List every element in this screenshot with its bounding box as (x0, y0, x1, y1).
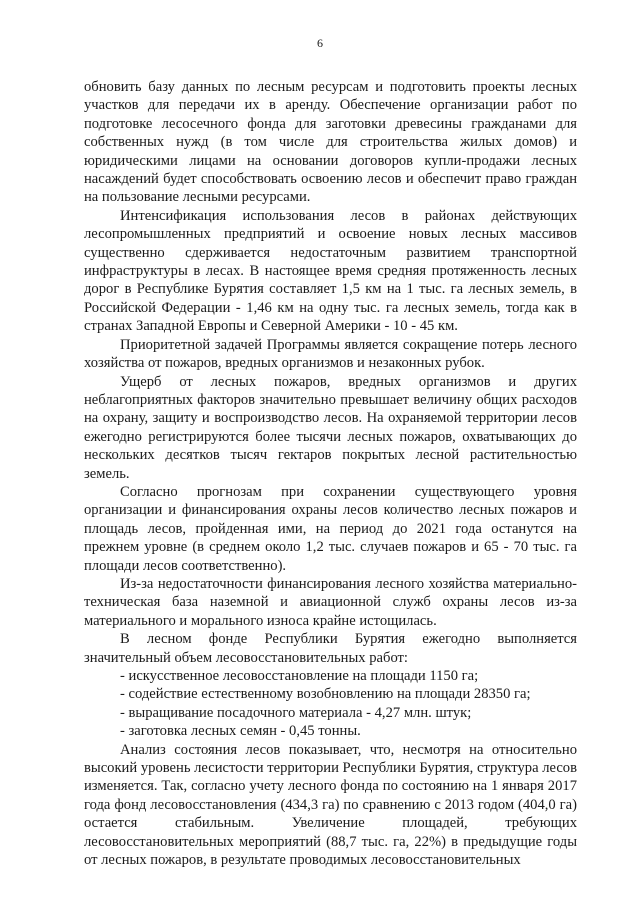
list-item: - выращивание посадочного материала - 4,27 млн. штук; (120, 704, 472, 721)
paragraph-reforestation-intro: В лесном фонде Республики Бурятия ежегодно выполняется значительный объем лесовосстановительных работ: (84, 631, 577, 666)
paragraph-forecast: Согласно прогнозам при сохранении существующего уровня организации и финансирования охраны лесов количество лесных пожаров и площадь лесов, пройденная ими, на период до 2021 года останутся на прежнем уровне (в среднем около 1,2 тыс. случаев пожаров и 65 - 70 тыс. га площади лесов соответственно). (84, 483, 577, 574)
paragraph-financing: Из-за недостаточности финансирования лесного хозяйства материально-техническая база наземной и авиационной служб охраны лесов из-за материального и морального износа крайне истощилась. (84, 575, 577, 629)
list-item: - содействие естественному возобновлению на площади 28350 га; (120, 686, 531, 703)
page-number: 6 (317, 36, 323, 50)
paragraph-transport-infrastructure: Интенсификация использования лесов в районах действующих лесопромышленных предприятий и освоение новых лесных массивов существенно сдерживается недостаточным развитием транспортной инфраструктуры в лесах. В настоящее время средняя протяженность лесных дорог в Республике Бурятия составляет 1,5 км на 1 тыс. га лесных земель, в Российской Федерации - 1,46 км на одну тыс. га лесных земель, тогда как в странах Западной Европы и Северной Америки - 10 - 45 км. (84, 207, 577, 335)
paragraph-analysis: Анализ состояния лесов показывает, что, несмотря на относительно высокий уровень лесистости территории Республики Бурятия, структура лесов изменяется. Так, согласно учету лесного фонда по состоянию на 1 января 2017 года фонд лесовосстановления (434,3 га) по сравнению с 2013 годом (404,0 га) остается стабильным. Увеличение площадей, требующих лесовосстановительных мероприятий (88,7 тыс. га, 22%) в предыдущие годы от лесных пожаров, в результате проводимых лесовосстановительных (84, 741, 577, 869)
paragraph-continuation: обновить базу данных по лесным ресурсам и подготовить проекты лесных участков для передачи их в аренду. Обеспечение организации работ по подготовке лесосечного фонда для заготовки древесины гражданами для собственных нужд (в том числе для строительства жилых домов) и юридическими лицами на основании договоров купли-продажи лесных насаждений будет способствовать освоению лесов и обеспечит право граждан на пользование лесными ресурсами. (84, 79, 577, 206)
list-item: - искусственное лесовосстановление на площади 1150 га; (120, 668, 479, 684)
paragraph-priority-task: Приоритетной задачей Программы является сокращение потерь лесного хозяйства от пожаров, вредных организмов и незаконных рубок. (84, 336, 577, 372)
list-item: - заготовка лесных семян - 0,45 тонны. (120, 723, 361, 740)
paragraph-damage: Ущерб от лесных пожаров, вредных организмов и других неблагоприятных факторов значительно превышает величину общих расходов на охрану, защиту и воспроизводство лесов. На охраняемой территории лесов ежегодно регистрируются более тысячи лесных пожаров, охватывающих до нескольких десятков тысяч гектаров покрытых лесной растительностью земель. (84, 373, 577, 482)
document-body (84, 78, 577, 869)
